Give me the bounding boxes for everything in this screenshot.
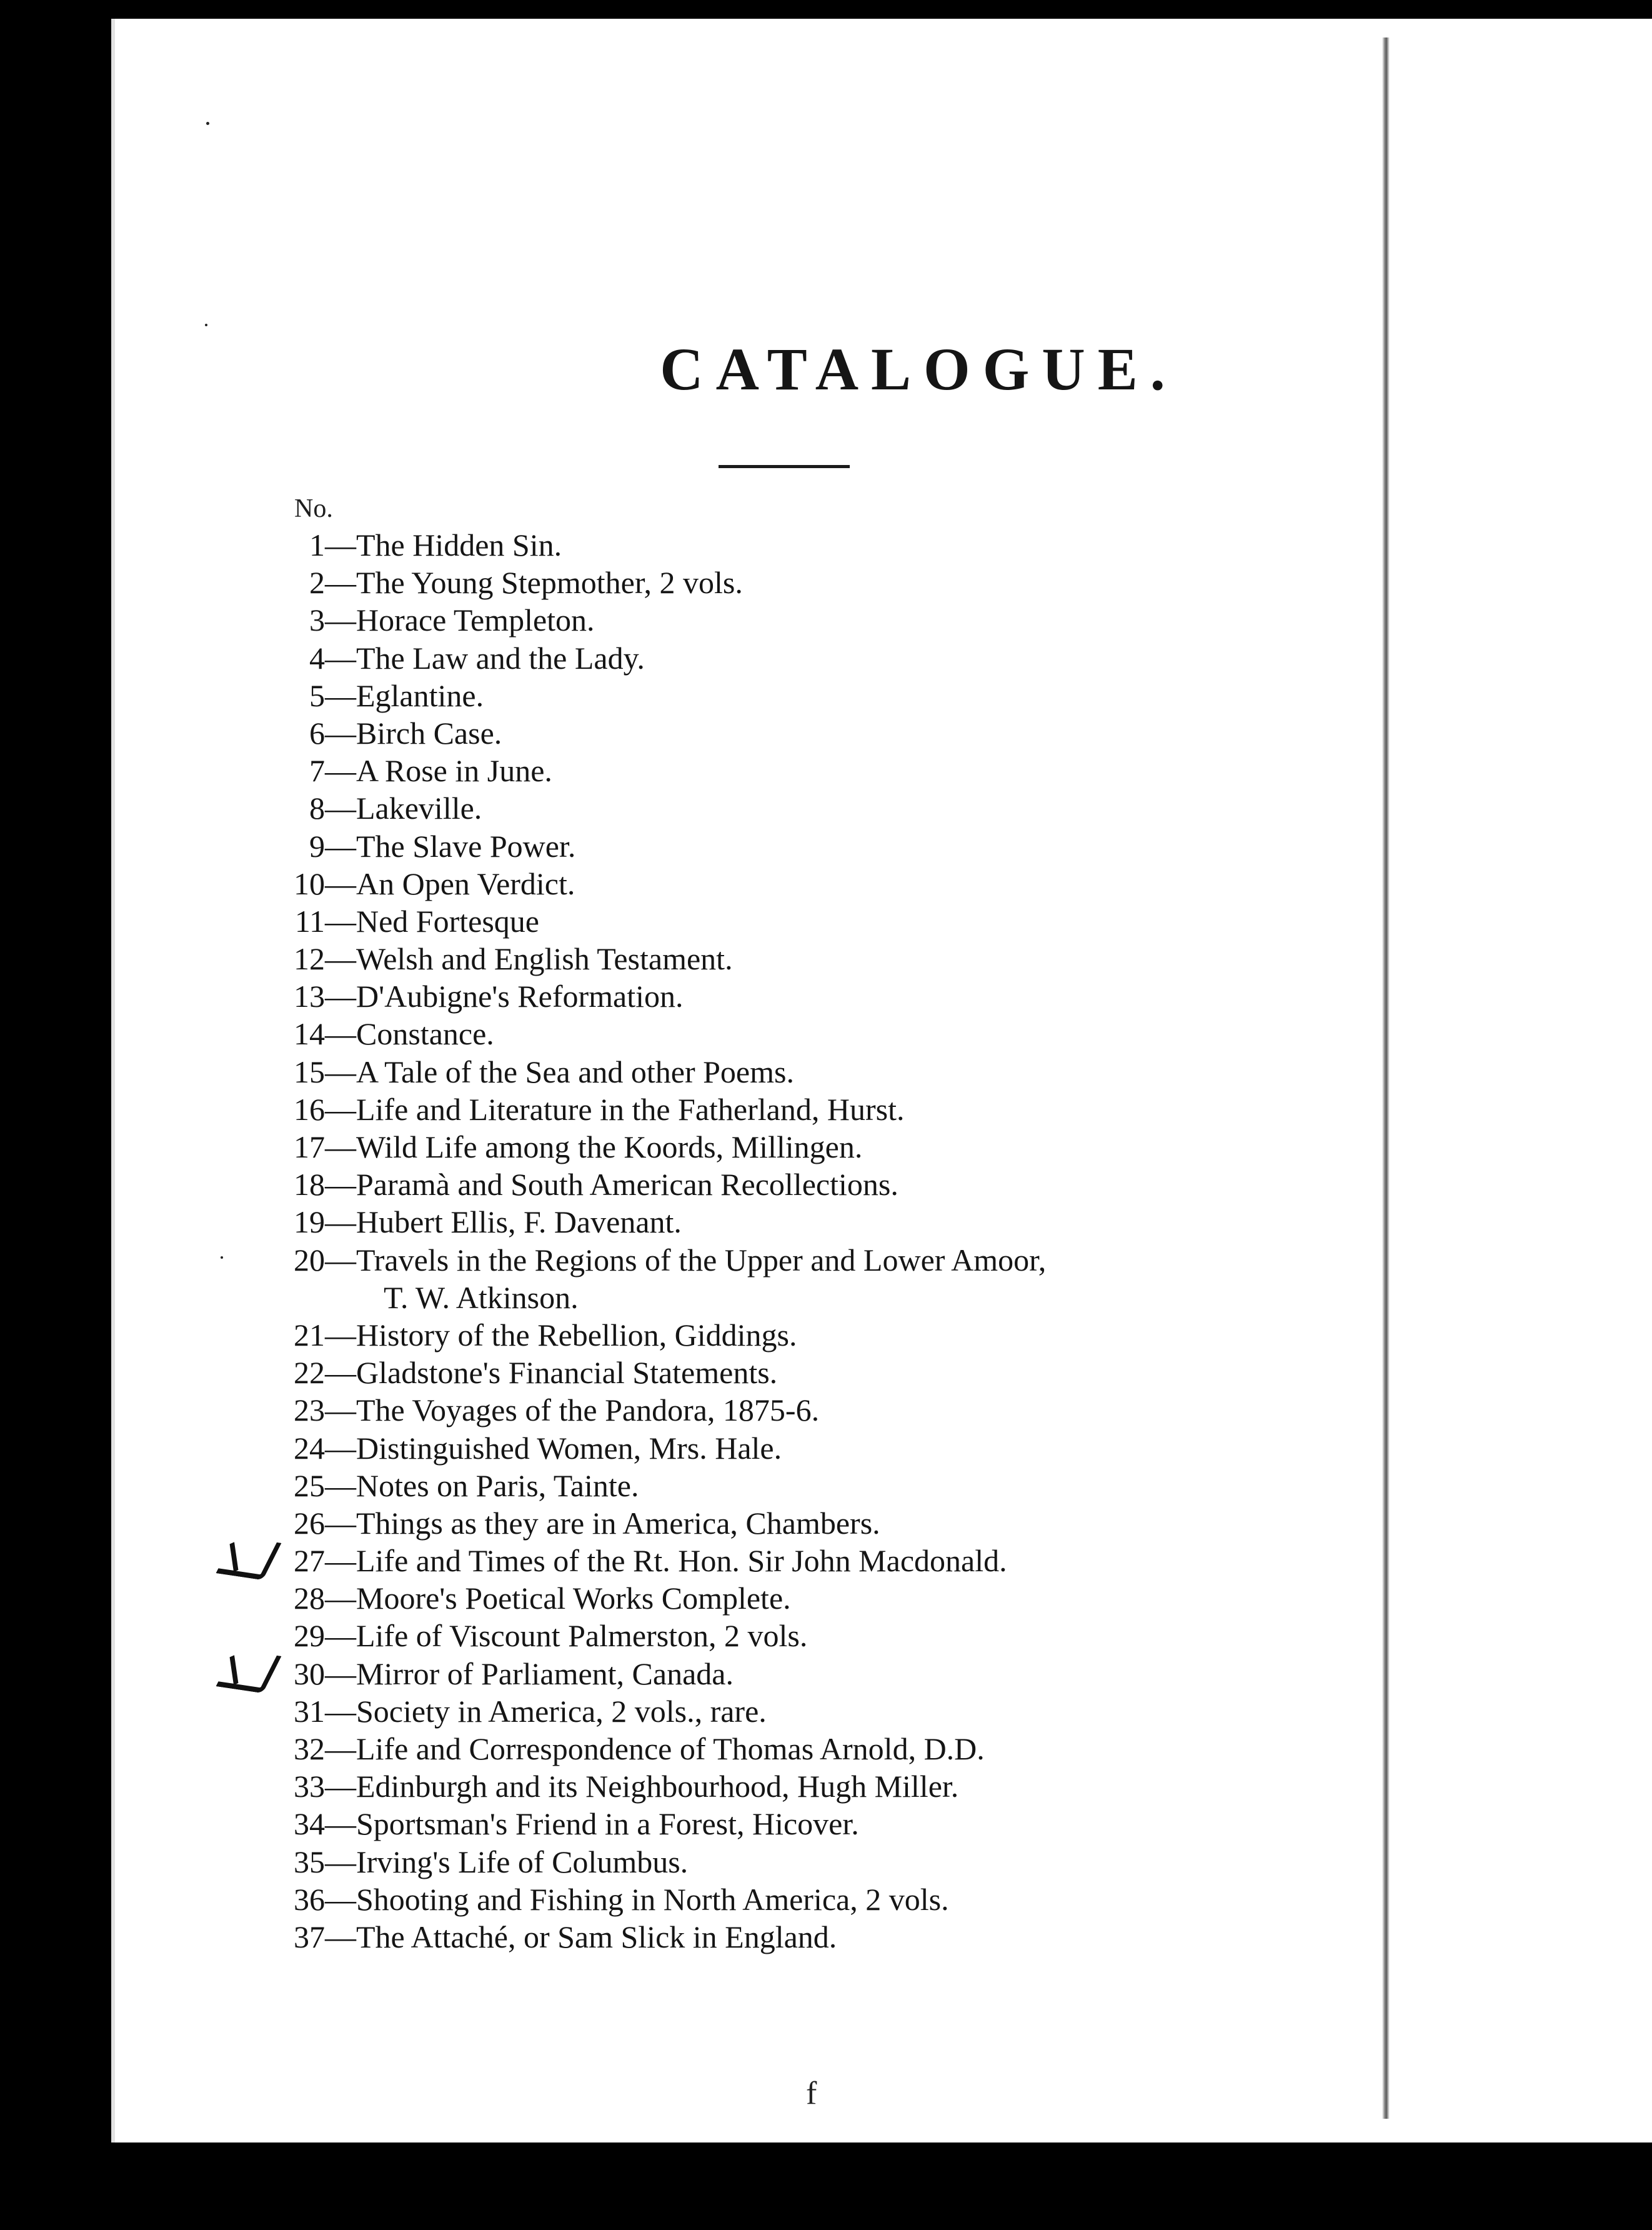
entry-title: The Law and the Lady.	[356, 640, 645, 676]
entry-title: The Voyages of the Pandora, 1875-6.	[356, 1392, 820, 1428]
entry-dash: —	[325, 1054, 356, 1089]
catalogue-entry	[267, 1091, 1467, 1128]
entry-number: 6	[309, 715, 325, 751]
entry-dash: —	[325, 791, 356, 826]
entry-dash: —	[325, 1581, 356, 1616]
entry-dash: —	[325, 602, 356, 638]
entry-dash: —	[325, 1355, 356, 1391]
entry-dash: —	[325, 866, 356, 901]
entry-title: A Tale of the Sea and other Poems.	[356, 1054, 794, 1089]
entry-dash: —	[325, 941, 356, 977]
entry-number: 30	[294, 1656, 325, 1691]
entry-number: 28	[294, 1581, 325, 1616]
entry-title: Paramà and South American Recollections.	[356, 1167, 898, 1202]
catalogue-entry	[267, 677, 1467, 714]
entry-number: 5	[309, 678, 325, 713]
entry-number: 35	[294, 1844, 325, 1879]
entry-title: Constance.	[356, 1016, 494, 1052]
entry-dash: —	[325, 1731, 356, 1766]
entry-dash: —	[325, 1091, 356, 1127]
entry-dash: —	[325, 640, 356, 676]
entry-dash: —	[325, 1806, 356, 1842]
entry-number: 16	[294, 1091, 325, 1127]
entry-number: 20	[294, 1242, 325, 1278]
catalogue-title-text: CATALOGUE.	[660, 336, 1178, 402]
catalogue-entry-continuation	[267, 1279, 1467, 1316]
catalogue-entry	[267, 1316, 1467, 1354]
entry-number: 24	[294, 1430, 325, 1466]
entry-dash: —	[325, 1919, 356, 1954]
catalogue-entry	[267, 1166, 1467, 1203]
entry-title: The Hidden Sin.	[356, 528, 562, 562]
entry-title: Travels in the Regions of the Upper and Lower Amoor,	[356, 1242, 1047, 1278]
entry-number: 10	[294, 866, 325, 901]
catalogue-entry	[267, 1843, 1467, 1881]
ink-speck	[221, 1256, 223, 1259]
entry-title: Wild Life among the Koords, Millingen.	[356, 1129, 863, 1164]
entry-dash: —	[325, 1242, 356, 1278]
catalogue-entry	[267, 1805, 1467, 1842]
entry-number: 11	[294, 903, 325, 939]
catalogue-entry	[267, 526, 1467, 564]
entry-title: Sportsman's Friend in a Forest, Hicover.	[356, 1806, 859, 1842]
entry-number: 13	[294, 979, 325, 1014]
entry-dash: —	[325, 715, 356, 751]
catalogue-entry	[267, 1429, 1467, 1467]
entry-number: 29	[294, 1618, 325, 1654]
ink-speck	[206, 122, 209, 125]
entry-title: Life of Viscount Palmerston, 2 vols.	[356, 1618, 808, 1654]
entry-title: Life and Correspondence of Thomas Arnold, D.D.	[356, 1731, 985, 1766]
entry-title: Things as they are in America, Chambers.	[356, 1505, 880, 1541]
entry-number: 32	[294, 1731, 325, 1766]
catalogue-entry	[267, 865, 1467, 902]
entry-title: D'Aubigne's Reformation.	[356, 979, 684, 1014]
entry-dash: —	[325, 1618, 356, 1654]
entry-title: The Young Stepmother, 2 vols.	[356, 565, 743, 601]
entry-title-continuation: T. W. Atkinson.	[384, 1279, 579, 1315]
entry-dash: —	[325, 903, 356, 939]
entry-dash: —	[325, 1543, 356, 1579]
entry-dash: —	[325, 1769, 356, 1804]
title-rule	[719, 465, 850, 468]
entry-dash: —	[325, 979, 356, 1014]
entry-number: 2	[309, 565, 325, 601]
entry-title: The Slave Power.	[356, 828, 576, 864]
entry-dash: —	[325, 528, 356, 562]
entry-title: Welsh and English Testament.	[356, 941, 733, 977]
catalogue-entry	[267, 1203, 1467, 1241]
catalogue-entry	[267, 1617, 1467, 1654]
catalogue-entry	[267, 902, 1467, 940]
catalogue-entry	[267, 564, 1467, 601]
catalogue-entry	[267, 1504, 1467, 1542]
entry-number: 3	[309, 602, 325, 638]
catalogue-entry	[267, 1768, 1467, 1805]
catalogue-title	[111, 334, 1489, 404]
entry-number: 31	[294, 1693, 325, 1729]
catalogue-entry	[267, 639, 1467, 677]
entry-title: Distinguished Women, Mrs. Hale.	[356, 1430, 782, 1466]
entry-number: 37	[294, 1919, 325, 1954]
entry-dash: —	[325, 1505, 356, 1541]
entry-number: 7	[309, 753, 325, 789]
entry-number: 33	[294, 1769, 325, 1804]
catalogue-entry	[267, 1241, 1467, 1279]
entry-number: 25	[294, 1468, 325, 1503]
page-gutter	[1382, 38, 1390, 2119]
catalogue-entry	[267, 1730, 1467, 1768]
entry-title: History of the Rebellion, Giddings.	[356, 1317, 797, 1352]
entry-number: 23	[294, 1392, 325, 1428]
catalogue-entry	[267, 1542, 1467, 1579]
entry-dash: —	[325, 1881, 356, 1917]
entry-dash: —	[325, 1392, 356, 1428]
entry-dash: —	[325, 753, 356, 789]
catalogue-entry	[267, 1128, 1467, 1166]
catalogue-entry	[267, 1692, 1467, 1730]
entry-number: 14	[294, 1016, 325, 1052]
entry-title: The Attaché, or Sam Slick in England.	[356, 1919, 837, 1954]
ink-speck	[205, 324, 207, 326]
catalogue-entry	[267, 828, 1467, 865]
entry-title: Eglantine.	[356, 678, 484, 713]
catalogue-entry	[267, 1655, 1467, 1692]
catalogue-entry	[267, 1579, 1467, 1617]
entry-number: 9	[309, 828, 325, 864]
entry-number: 36	[294, 1881, 325, 1917]
footer-mark: f	[806, 2076, 817, 2111]
catalogue-entry	[267, 714, 1467, 752]
entry-title: Birch Case.	[356, 715, 502, 751]
number-column-label: No.	[294, 494, 333, 523]
entry-title: Irving's Life of Columbus.	[356, 1844, 689, 1879]
entry-title: Shooting and Fishing in North America, 2 vols.	[356, 1881, 949, 1917]
entry-number: 1	[309, 528, 325, 562]
entry-number: 15	[294, 1054, 325, 1089]
catalogue-entry	[267, 1467, 1467, 1504]
entry-dash: —	[325, 1844, 356, 1879]
catalogue-page	[111, 19, 1489, 2142]
entry-number: 34	[294, 1806, 325, 1842]
entry-title: Gladstone's Financial Statements.	[356, 1355, 778, 1391]
entry-title: Hubert Ellis, F. Davenant.	[356, 1204, 682, 1240]
entry-number: 21	[294, 1317, 325, 1352]
entry-title: Edinburgh and its Neighbourhood, Hugh Miller.	[356, 1769, 959, 1804]
entry-title: Life and Literature in the Fatherland, Hurst.	[356, 1091, 905, 1127]
catalogue-entry	[267, 1881, 1467, 1918]
entry-number: 19	[294, 1204, 325, 1240]
entry-dash: —	[325, 1693, 356, 1729]
catalogue-entry	[267, 940, 1467, 978]
catalogue-entry	[267, 1918, 1467, 1956]
entry-title: Horace Templeton.	[356, 602, 595, 638]
catalogue-entry	[267, 601, 1467, 639]
entry-title: Ned Fortesque	[356, 903, 539, 939]
catalogue-entry	[267, 1015, 1467, 1052]
entry-dash: —	[325, 565, 356, 601]
entry-dash: —	[325, 828, 356, 864]
entry-dash: —	[325, 1317, 356, 1352]
entry-dash: —	[325, 1468, 356, 1503]
entry-title: Notes on Paris, Tainte.	[356, 1468, 639, 1503]
catalogue-entry	[267, 1354, 1467, 1391]
entry-number: 27	[294, 1543, 325, 1579]
entry-number: 17	[294, 1129, 325, 1164]
entry-dash: —	[325, 1430, 356, 1466]
entry-title: Mirror of Parliament, Canada.	[356, 1656, 734, 1691]
catalogue-entry	[267, 752, 1467, 789]
entry-number: 22	[294, 1355, 325, 1391]
entry-number: 12	[294, 941, 325, 977]
entry-title: Lakeville.	[356, 791, 482, 826]
entry-number: 8	[309, 791, 325, 826]
facing-page	[1392, 19, 1652, 2142]
entry-number: 26	[294, 1505, 325, 1541]
entry-dash: —	[325, 1167, 356, 1202]
entry-dash: —	[325, 1129, 356, 1164]
entry-number: 18	[294, 1167, 325, 1202]
entry-dash: —	[325, 1016, 356, 1052]
entry-title: An Open Verdict.	[356, 866, 575, 901]
catalogue-entry	[267, 978, 1467, 1015]
entry-title: Society in America, 2 vols., rare.	[356, 1693, 767, 1729]
entry-dash: —	[325, 1656, 356, 1691]
entry-title: A Rose in June.	[356, 753, 552, 789]
catalogue-entry	[267, 1053, 1467, 1091]
catalogue-entry	[267, 789, 1467, 827]
entry-dash: —	[325, 1204, 356, 1240]
entry-title: Moore's Poetical Works Complete.	[356, 1581, 791, 1616]
catalogue-entry	[267, 1391, 1467, 1429]
entry-dash: —	[325, 678, 356, 713]
entry-number: 4	[309, 640, 325, 676]
catalogue-list	[267, 526, 1467, 1956]
entry-title: Life and Times of the Rt. Hon. Sir John Macdonald.	[356, 1543, 1007, 1579]
